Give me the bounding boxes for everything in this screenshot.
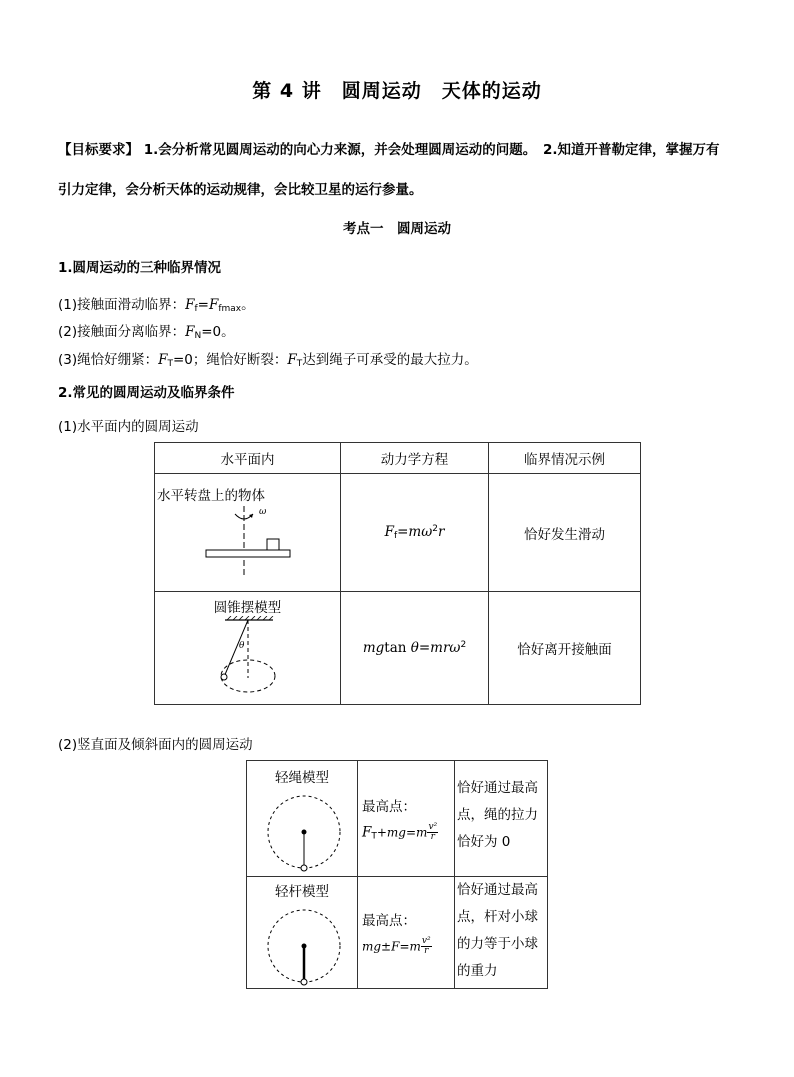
t2r2-rest: mg±F=m xyxy=(362,939,421,954)
item-1-f-sub: f xyxy=(194,304,198,314)
item-3-f-sub: T xyxy=(167,359,173,369)
table1-header-2: 临界情况示例 xyxy=(489,443,641,474)
t1r1-F-sub: f xyxy=(393,531,398,541)
item-1-f2-sub: fmax xyxy=(218,304,242,314)
goals-tag: 【目标要求】 xyxy=(58,142,139,158)
t2r2-critical-1: 点，杆对小球 xyxy=(457,909,538,925)
item-1-f2: F xyxy=(208,297,219,313)
table2-row2-equation xyxy=(358,877,455,989)
t2r2-critical-2: 的力等于小球 xyxy=(457,936,538,952)
table2-row1-equation xyxy=(358,761,455,877)
item-3-val: =0；绳恰好断裂： xyxy=(173,352,288,368)
t1r1-rest: =mω xyxy=(397,524,433,540)
t2r1-critical-2: 恰好为 0 xyxy=(457,834,511,850)
t2r1-num: v² xyxy=(428,822,438,832)
t1r1-F: F xyxy=(384,524,394,540)
t2r1-den: r xyxy=(430,832,435,842)
item-3-suffix: 达到绳子可承受的最大拉力。 xyxy=(302,352,478,368)
conical-pendulum-diagram xyxy=(155,616,340,698)
light-rope-label: 轻绳模型 xyxy=(275,770,329,786)
t2r1-F-sub: T xyxy=(371,831,377,842)
table2-row1-model xyxy=(247,761,358,877)
item-1-eq: = xyxy=(197,297,209,313)
item-2-f-sub: N xyxy=(194,331,202,341)
t1r1-r: r xyxy=(437,524,445,540)
item-2-f: F xyxy=(185,324,195,340)
item-2-val: =0。 xyxy=(201,324,235,340)
turntable-diagram xyxy=(155,504,340,584)
table2-row1-critical xyxy=(455,761,548,877)
t2r1-rest: +mg=m xyxy=(376,825,428,840)
page-title: 第 4 讲 圆周运动 天体的运动 xyxy=(252,80,542,102)
item-2 xyxy=(58,320,235,341)
t1r2-tan: tan xyxy=(384,640,411,656)
omega-label: ω xyxy=(259,507,267,517)
t2r2-num: v² xyxy=(421,936,431,946)
t2r1-critical-1: 点，绳的拉力 xyxy=(457,807,538,823)
item-1-suffix: 。 xyxy=(241,297,255,313)
light-rod-diagram xyxy=(247,900,357,988)
t2r1-F: F xyxy=(362,824,372,841)
goals-line-2: 引力定律，会分析天体的运动规律，会比较卫星的运行参量。 xyxy=(58,182,423,198)
table1-row1-critical: 恰好发生滑动 xyxy=(489,474,641,592)
t1r2-sup: 2 xyxy=(460,640,467,650)
theta-label: θ xyxy=(239,641,245,651)
section-title: 考点一 圆周运动 xyxy=(343,221,451,237)
table1-header-1: 动力学方程 xyxy=(341,443,489,474)
t2r2-critical-0: 恰好通过最高 xyxy=(457,882,538,898)
item-3-f2: F xyxy=(287,352,297,368)
t2r1-top-label: 最高点： xyxy=(362,799,416,815)
heading-common-motions: 2.常见的圆周运动及临界条件 xyxy=(58,385,235,401)
vertical-motion-table xyxy=(246,760,548,989)
table1-row2-critical: 恰好离开接触面 xyxy=(489,592,641,705)
subheading-horizontal: (1)水平面内的圆周运动 xyxy=(58,419,199,435)
table1-row2-model xyxy=(155,592,341,705)
t1r2-mg: mg xyxy=(362,640,385,656)
item-3 xyxy=(58,348,478,369)
t2r2-top-label: 最高点： xyxy=(362,913,416,929)
horizontal-motion-table xyxy=(154,442,641,705)
table1-row2-equation xyxy=(341,592,489,705)
item-3-f: F xyxy=(158,352,168,368)
t2r1-eq xyxy=(358,815,454,842)
item-1-prefix: (1)接触面滑动临界： xyxy=(58,297,186,313)
light-rope-diagram xyxy=(247,786,357,876)
table1-header-0: 水平面内 xyxy=(155,443,341,474)
turntable-label: 水平转盘上的物体 xyxy=(157,488,265,504)
heading-critical-cases: 1.圆周运动的三种临界情况 xyxy=(58,260,222,276)
table2-row2-model xyxy=(247,877,358,989)
conical-pendulum-label: 圆锥摆模型 xyxy=(213,600,282,616)
t2r2-critical-3: 的重力 xyxy=(457,963,498,979)
t2r2-eq xyxy=(358,929,454,956)
table1-row1-equation xyxy=(341,474,489,592)
t1r2-rest: θ=mrω xyxy=(410,640,461,656)
item-3-prefix: (3)绳恰好绷紧： xyxy=(58,352,159,368)
goals-line-1 xyxy=(58,138,720,158)
item-1 xyxy=(58,293,255,314)
subheading-vertical: (2)竖直面及倾斜面内的圆周运动 xyxy=(58,737,253,753)
light-rod-label: 轻杆模型 xyxy=(275,884,329,900)
goals-text-1: 1.会分析常见圆周运动的向心力来源，并会处理圆周运动的问题。 2.知道开普勒定律，掌握万有 xyxy=(139,142,720,158)
table1-row1-model xyxy=(155,474,341,592)
item-1-f: F xyxy=(185,297,195,313)
item-3-f2-sub: T xyxy=(296,359,303,369)
t1r1-sup: 2 xyxy=(432,524,438,534)
table2-row2-critical xyxy=(455,877,548,989)
t2r2-den: r xyxy=(424,946,429,956)
item-2-prefix: (2)接触面分离临界： xyxy=(58,324,186,340)
t2r1-critical-0: 恰好通过最高 xyxy=(457,780,538,796)
